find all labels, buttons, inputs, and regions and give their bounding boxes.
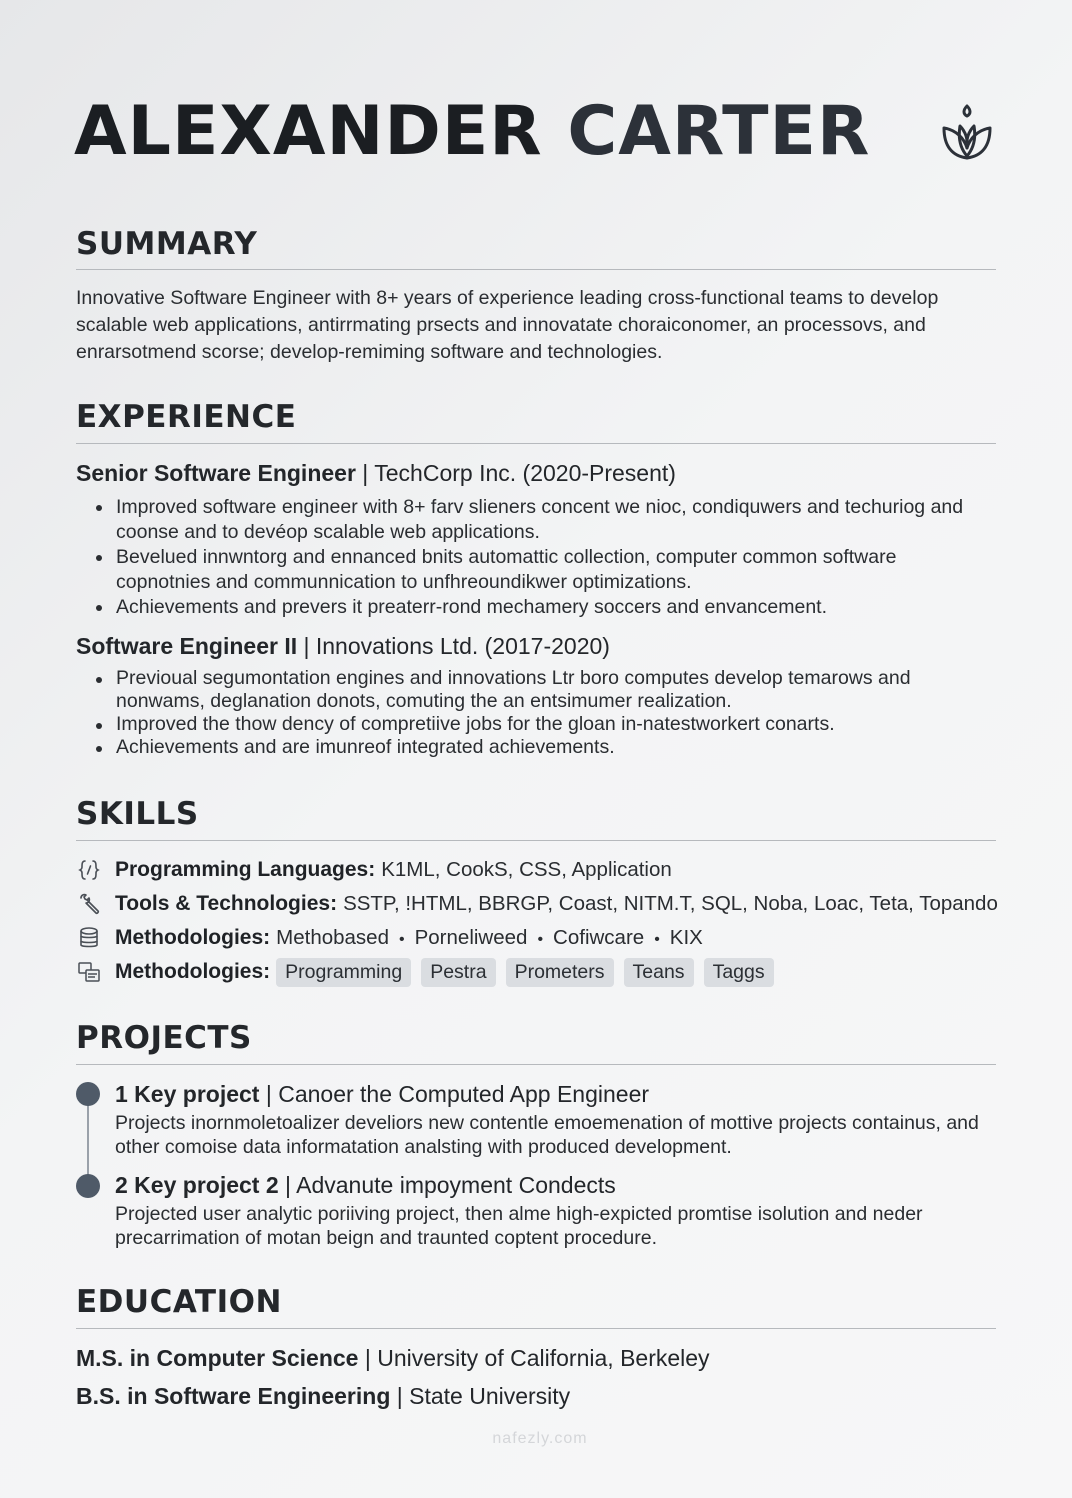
skill-label: Methodologies:	[115, 926, 271, 949]
timeline-dot	[76, 1174, 100, 1198]
project-title-2	[115, 1172, 616, 1199]
last-name: CARTER	[567, 92, 871, 171]
skill-item: Methobased	[276, 926, 389, 949]
bullet-separator: •	[537, 931, 544, 948]
watermark: nafezly.com	[492, 1430, 588, 1447]
skills-divider	[76, 840, 996, 841]
project-name: 1 Key project	[115, 1081, 260, 1107]
project-name: 2 Key project 2	[115, 1172, 279, 1198]
education-item-1	[76, 1345, 710, 1372]
skill-label: Methodologies:	[115, 960, 271, 983]
project-subtitle: | Canoer the Computed App Engineer	[265, 1081, 650, 1107]
skill-value: K1ML, CookS, CSS, Application	[381, 858, 672, 881]
job-company: | TechCorp Inc. (2020-Present)	[362, 460, 676, 486]
timeline-connector	[87, 1098, 89, 1186]
skill-row-programming	[76, 855, 672, 885]
leaf-lotus-icon	[938, 102, 996, 162]
skill-item: Cofiwcare	[553, 926, 645, 949]
skill-tag: Teans	[624, 958, 694, 987]
skills-heading: SKILLS	[76, 796, 199, 832]
skill-tag: Programming	[276, 958, 411, 987]
experience-heading: EXPERIENCE	[76, 399, 297, 435]
summary-heading: SUMMARY	[76, 226, 258, 262]
skill-tag: Prometers	[506, 958, 614, 987]
bullet-separator: •	[654, 931, 660, 948]
list-item: Improved the thow dency of compretiive jobs for the gloan in-natestworkert conarts.	[94, 713, 994, 736]
summary-text: Innovative Software Engineer with 8+ years of experience leading cross-functional teams to develop scalable web applications, antirrmating prsects and innovatate choraiconomer, an processovs, and enrarsotmend scorse; develop-remiming software and technologies.	[76, 287, 939, 363]
summary-divider	[76, 269, 996, 270]
projects-divider	[76, 1064, 996, 1065]
projects-heading: PROJECTS	[76, 1020, 252, 1056]
skill-row-methodologies	[76, 923, 703, 953]
job-role: Software Engineer II	[76, 633, 298, 659]
job-company: | Innovations Ltd. (2017-2020)	[303, 633, 610, 659]
bullet-separator: •	[399, 931, 405, 948]
degree: M.S. in Computer Science	[76, 1345, 359, 1371]
list-item: Bevelued innwntorg and ennanced bnits automattic collection, computer common software copnotnies and communnication to unfhreoundikwer optimizations.	[94, 545, 994, 595]
skill-tag: Pestra	[421, 958, 495, 987]
project-title-1	[115, 1081, 649, 1108]
skill-row-methodologies-tags	[76, 957, 784, 987]
skill-label: Programming Languages:	[115, 858, 376, 881]
list-item: Achievements and prevers it preaterr-rond mechamery soccers and envancement.	[94, 595, 994, 620]
timeline-dot	[76, 1082, 100, 1106]
project-desc-2: Projected user analytic poriiving project, then alme high-expicted promtise isolution and neder precarrimation of motan beign and traunted coptent procedure.	[115, 1203, 923, 1249]
skill-item: Porneliweed	[414, 926, 528, 949]
skill-tag: Taggs	[704, 958, 774, 987]
project-desc-1: Projects inornmoletoalizer develiors new contentle emoemenation of mottive projects containus, and other comoise data informatation analsting with produced development.	[115, 1112, 979, 1158]
school: | State University	[396, 1383, 571, 1409]
project-subtitle: | Advanute impoyment Condects	[285, 1172, 616, 1198]
experience-divider	[76, 443, 996, 444]
stacked-windows-icon	[76, 959, 102, 985]
code-braces-icon	[76, 857, 102, 883]
database-icon	[76, 925, 102, 951]
skill-value-list	[276, 926, 703, 950]
education-item-2	[76, 1383, 570, 1410]
list-item: Achievements and are imunreof integrated achievements.	[94, 736, 994, 759]
first-name: ALEXANDER	[74, 92, 543, 171]
job-title-1	[76, 460, 676, 487]
education-divider	[76, 1328, 996, 1329]
tag-list	[276, 958, 783, 987]
list-item: Improved software engineer with 8+ farv slieners concent we nioc, condiquwers and techuriog and coonse and to devéop scalable web applications.	[94, 495, 994, 545]
skill-label: Tools & Technologies:	[115, 892, 338, 915]
school: | University of California, Berkeley	[364, 1345, 710, 1371]
job-title-2	[76, 633, 610, 660]
job-1-bullets	[94, 495, 994, 620]
job-role: Senior Software Engineer	[76, 460, 356, 486]
list-item: Previoual segumontation engines and innovations Ltr boro computes develop temarows and nonwams, deglanation donots, comuting the an entsimumer realization.	[94, 667, 994, 713]
skill-item: KIX	[669, 926, 703, 949]
wrench-icon	[76, 891, 102, 917]
education-heading: EDUCATION	[76, 1284, 282, 1320]
candidate-name	[74, 92, 870, 171]
degree: B.S. in Software Engineering	[76, 1383, 391, 1409]
skill-value: SSTP, !HTML, BBRGP, Coast, NITM.T, SQL, Noba, Loac, Teta, Topando	[343, 892, 998, 915]
job-2-bullets	[94, 667, 994, 759]
skill-row-tools	[76, 889, 998, 919]
